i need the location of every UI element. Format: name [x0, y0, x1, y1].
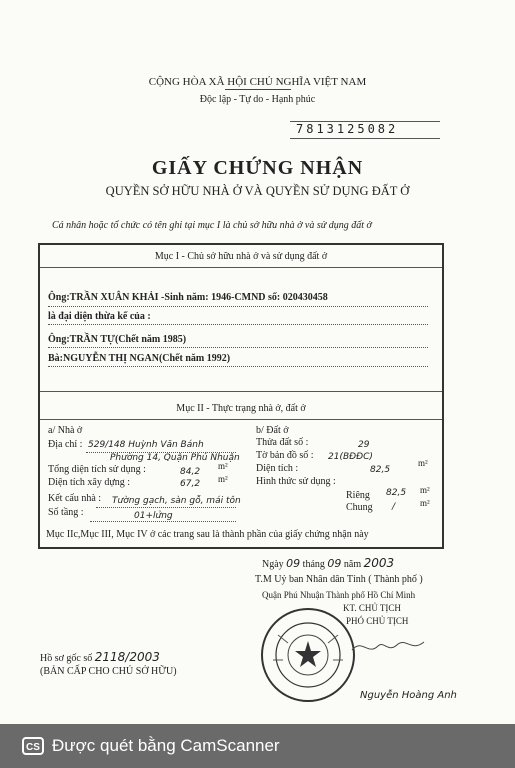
- plot-label: Thửa đất số :: [256, 437, 309, 448]
- serial-number: 7813125082: [296, 122, 399, 136]
- document-subtitle: QUYỀN SỞ HỮU NHÀ Ở VÀ QUYỀN SỬ DỤNG ĐẤT Ở: [105, 184, 410, 198]
- ownership-box: [38, 243, 444, 549]
- area-unit: m²: [218, 474, 228, 484]
- address-line-2: Phường 14, Quận Phú Nhuận: [110, 453, 240, 463]
- plot-value: 29: [358, 440, 370, 450]
- republic-header: CỘNG HÒA XÃ HỘI CHỦ NGHĨA VIỆT NAM: [148, 76, 367, 88]
- land-area-value: 82,5: [370, 465, 391, 475]
- private-use-value: 82,5: [386, 488, 407, 498]
- dotted-line: [48, 347, 428, 348]
- shared-use-value: /: [392, 502, 396, 512]
- build-area-label: Diện tích xây dựng :: [48, 477, 131, 488]
- continuation-note: Mục IIc,Mục III, Mục IV ở các trang sau là thành phần của giấy chứng nhận này: [46, 529, 369, 540]
- dotted-line: [48, 324, 428, 325]
- dotted-line: [96, 507, 236, 508]
- dotted-line: [48, 366, 428, 367]
- camscanner-logo-icon: CS: [22, 737, 44, 755]
- vice-chairman: PHÓ CHỦ TỊCH: [346, 616, 409, 626]
- section1-title: Mục I - Chủ sở hữu nhà ở và sử dụng đất ở: [154, 251, 328, 262]
- document-title: GIẤY CHỨNG NHẬN: [151, 157, 364, 179]
- area-unit: m²: [420, 498, 430, 508]
- authority-line: T.M Uỷ ban Nhân dân Tỉnh ( Thành phố ): [255, 574, 423, 585]
- motto: Độc lập - Tự do - Hạnh phúc: [199, 94, 316, 105]
- area-unit: m²: [218, 461, 228, 471]
- record-label: Hồ sơ gốc số: [40, 653, 93, 664]
- section2-top-divider: [40, 391, 442, 392]
- area-unit: m²: [418, 458, 428, 468]
- copy-note: (BẢN CẤP CHO CHỦ SỞ HỮU): [40, 666, 177, 677]
- map-sheet-label: Tờ bản đồ số :: [256, 450, 314, 461]
- area-unit: m²: [420, 485, 430, 495]
- year-label: năm: [343, 559, 362, 570]
- total-area-label: Tổng diện tích sử dụng :: [48, 464, 146, 475]
- issue-year: 2003: [363, 556, 395, 570]
- issue-month: 09: [327, 557, 342, 570]
- signature-scribble: [348, 632, 428, 660]
- month-label: tháng: [302, 559, 325, 570]
- land-heading: b/ Đất ở: [256, 425, 289, 436]
- date-prefix: Ngày: [262, 559, 284, 570]
- serial-number-box: [290, 121, 440, 139]
- district-line: Quận Phú Nhuận Thành phố Hồ Chí Minh: [262, 590, 416, 600]
- motto-underline: [225, 89, 291, 90]
- dotted-line: [90, 521, 236, 522]
- deceased-person-2: Bà:NGUYỄN THỊ NGAN(Chết năm 1992): [48, 353, 231, 364]
- record-number: [40, 650, 160, 664]
- total-area-value: 84,2: [180, 467, 201, 477]
- floors-value: 01+lửng: [134, 511, 173, 521]
- section2-divider: [40, 419, 442, 420]
- issue-date: [262, 556, 394, 570]
- deceased-person-1: Ông:TRẦN TỰ(Chết năm 1985): [48, 334, 187, 345]
- map-sheet-value: 21(BĐĐC): [328, 452, 373, 462]
- land-area-label: Diện tích :: [256, 463, 299, 474]
- heir-label: là đại diện thừa kế của :: [48, 311, 151, 322]
- official-seal-icon: [258, 605, 358, 705]
- usage-form-label: Hình thức sử dụng :: [256, 476, 336, 487]
- section2-title: Mục II - Thực trạng nhà ở, đất ở: [176, 403, 306, 414]
- structure-label: Kết cấu nhà :: [48, 493, 102, 504]
- record-value: 2118/2003: [94, 650, 160, 664]
- structure-value: Tường gạch, sàn gỗ, mái tôn: [112, 496, 241, 506]
- signer-name: Nguyễn Hoàng Anh: [360, 690, 457, 701]
- intro-text: Cá nhân hoặc tổ chức có tên ghi tại mục I là chủ sở hữu nhà ở và sử dụng đất ở: [52, 220, 372, 231]
- section1-divider: [40, 267, 442, 268]
- floors-label: Số tầng :: [48, 507, 84, 518]
- issue-day: 09: [286, 557, 301, 570]
- watermark-text: Được quét bằng CamScanner: [52, 736, 280, 755]
- house-heading: a/ Nhà ở: [48, 425, 83, 436]
- kt-chairman: KT. CHỦ TỊCH: [343, 603, 401, 613]
- owner-line: Ông:TRẦN XUÂN KHẢI -Sinh năm: 1946-CMND số: 020430458: [48, 292, 328, 303]
- camscanner-watermark-bar: [0, 724, 515, 768]
- shared-use-label: Chung: [346, 502, 373, 513]
- private-use-label: Riêng: [346, 490, 370, 501]
- build-area-value: 67,2: [180, 479, 201, 489]
- dotted-line: [48, 306, 428, 307]
- address-line-1: 529/148 Huỳnh Văn Bánh: [88, 440, 204, 450]
- address-label: Địa chỉ :: [48, 439, 83, 450]
